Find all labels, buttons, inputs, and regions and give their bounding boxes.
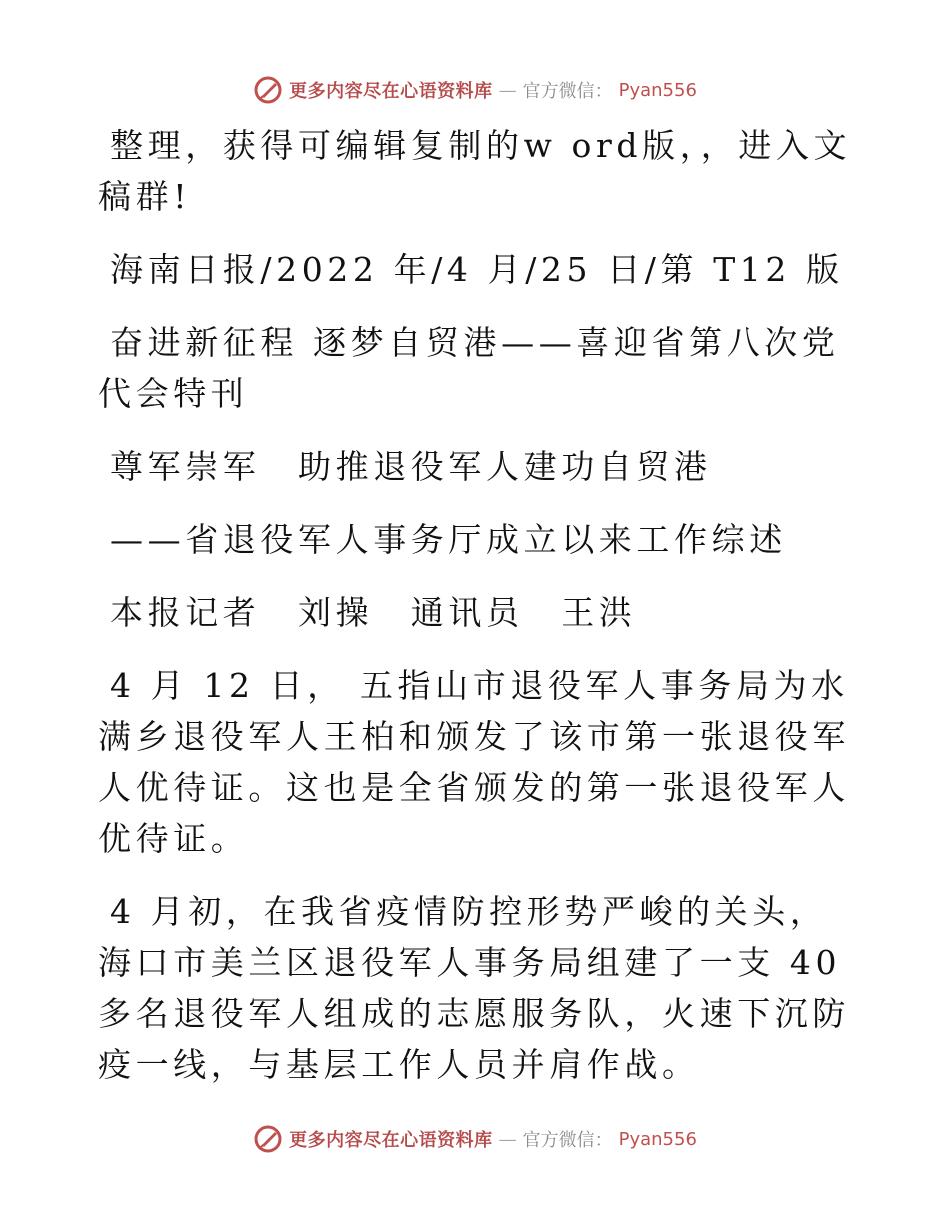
document-body — [98, 120, 858, 1112]
banner-main-text: 更多内容尽在心语资料库 — [289, 81, 493, 102]
body-paragraph-1: 4 月 12 日， 五指山市退役军人事务局为水满乡退役军人王柏和颁发了该市第一张退役军人优待证。这也是全省颁发的第一张退役军人优待证。 — [98, 666, 850, 858]
banner-separator: — — [498, 79, 517, 101]
footer-watermark-banner — [0, 1121, 950, 1157]
intro-paragraph: 整理，获得可编辑复制的w ord版，，进入文稿群! — [98, 126, 852, 216]
quill-logo-icon — [253, 75, 283, 105]
article-headline: 尊军崇军 助推退役军人建功自贸港 — [110, 447, 712, 486]
banner-separator: — — [498, 1128, 517, 1150]
body-paragraph-2: 4 月初，在我省疫情防控形势严峻的关头，海口市美兰区退役军人事务局组建了一支 40 多名退役军人组成的志愿服务队，火速下沉防疫一线，与基层工作人员并肩作战。 — [98, 892, 850, 1084]
special-issue-title: 奋进新征程 逐梦自贸港——喜迎省第八次党代会特刊 — [98, 323, 840, 413]
quill-logo-icon — [253, 1124, 283, 1154]
banner-wechat-id: Pyan556 — [618, 79, 697, 101]
banner-wechat-label: 官方微信： — [522, 81, 613, 102]
banner-wechat-label: 官方微信： — [522, 1130, 613, 1151]
byline: 本报记者 刘操 通讯员 王洪 — [110, 593, 637, 632]
header-watermark-banner — [0, 72, 950, 108]
article-subheadline: ——省退役军人事务厅成立以来工作综述 — [110, 520, 787, 559]
banner-main-text: 更多内容尽在心语资料库 — [289, 1130, 493, 1151]
source-line: 海南日报/2022 年/4 月/25 日/第 T12 版 — [110, 250, 844, 289]
banner-wechat-id: Pyan556 — [618, 1128, 697, 1150]
